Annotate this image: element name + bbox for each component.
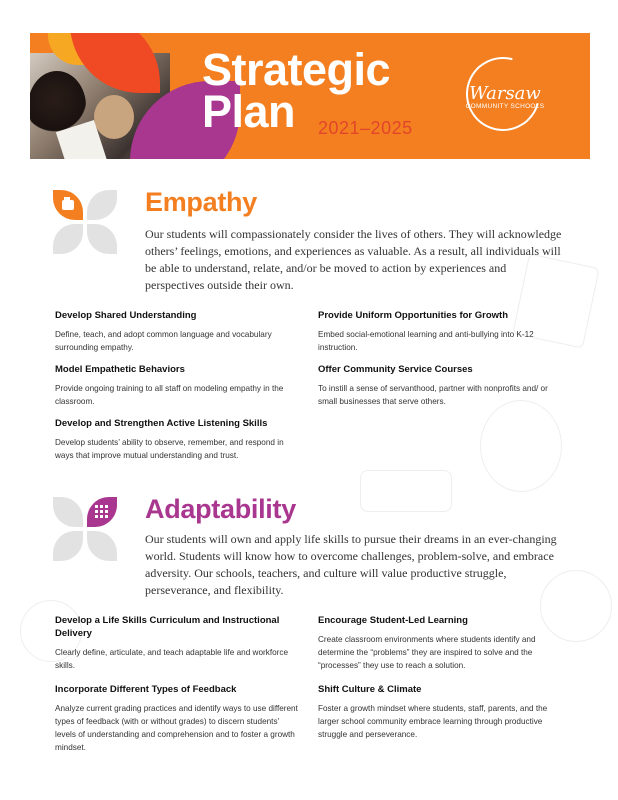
adaptability-item-life-skills — [55, 614, 300, 672]
grid-dots-icon — [87, 497, 117, 527]
adaptability-item-student-led — [318, 614, 563, 672]
item-title: Offer Community Service Courses — [318, 364, 473, 375]
item-title: Develop Shared Understanding — [55, 310, 197, 321]
empathy-item-shared-understanding — [55, 309, 300, 354]
plan-years: 2021–2025 — [318, 118, 413, 138]
adaptability-petal-tl — [53, 497, 83, 527]
empathy-icon-cluster — [53, 190, 119, 256]
item-title: Develop a Life Skills Curriculum and Instructional Delivery — [55, 615, 280, 639]
logo-name: Warsaw — [469, 83, 541, 104]
school-logo — [462, 85, 548, 110]
background-doodle-box — [360, 470, 452, 512]
hand-heart-icon — [53, 190, 83, 220]
item-title: Encourage Student-Led Learning — [318, 615, 468, 626]
empathy-title: Empathy — [145, 187, 257, 217]
empathy-item-uniform-opportunities — [318, 309, 563, 354]
empathy-item-community-service — [318, 363, 563, 408]
adaptability-title: Adaptability — [145, 494, 296, 524]
item-title: Provide Uniform Opportunities for Growth — [318, 310, 508, 321]
item-text: Embed social-emotional learning and anti-bullying into K-12 instruction. — [318, 330, 534, 352]
empathy-petal-bl — [53, 224, 83, 254]
adaptability-petal-br — [87, 531, 117, 561]
item-text: Analyze current grading practices and identify ways to use different types of feedback (with or without grades) to discern students’ levels of understanding and comprehension and to foster a growth mindset. — [55, 704, 298, 752]
item-title: Develop and Strengthen Active Listening Skills — [55, 418, 268, 429]
adaptability-petal-bl — [53, 531, 83, 561]
header-banner — [30, 33, 590, 159]
item-text: Develop students’ ability to observe, remember, and respond in ways that improve mutual understanding and trust. — [55, 438, 284, 460]
empathy-intro: Our students will compassionately consider the lives of others. They will acknowledge others’ feelings, emotions, and experiences as valuable. As a result, all individuals will be able to understand, relate, and/or be moved to action by experiences and perspectives outside their own. — [145, 227, 562, 292]
item-title: Model Empathetic Behaviors — [55, 364, 185, 375]
item-title: Shift Culture & Climate — [318, 684, 422, 695]
adaptability-intro: Our students will own and apply life skills to pursue their dreams in an ever-changing world. Students will know how to overcome challenges, problem-solve, and embrace adversity. Our schools, teachers, and culture will value productive struggle, perseverance, and flexibility. — [145, 532, 557, 597]
adaptability-item-culture-climate — [318, 683, 563, 741]
item-text: Provide ongoing training to all staff on modeling empathy in the classroom. — [55, 384, 284, 406]
title-line-2: Plan — [202, 86, 296, 137]
title-line-1: Strategic — [202, 44, 391, 95]
item-text: Clearly define, articulate, and teach adaptable life and workforce skills. — [55, 648, 289, 670]
item-text: Create classroom environments where students identify and determine the “problems” they are inspired to solve and the “processes” they use to reach a solution. — [318, 635, 536, 670]
item-title: Incorporate Different Types of Feedback — [55, 684, 237, 695]
photo-student-face — [94, 95, 134, 139]
empathy-item-model-behaviors — [55, 363, 300, 408]
empathy-item-active-listening — [55, 417, 300, 462]
empathy-petal-tr — [87, 190, 117, 220]
item-text: Foster a growth mindset where students, staff, parents, and the larger school community embrace learning through productive struggle and perseverance. — [318, 704, 548, 739]
item-text: Define, teach, and adopt common language and vocabulary surrounding empathy. — [55, 330, 272, 352]
item-text: To instill a sense of servanthood, partner with nonprofits and/ or small businesses that serve others. — [318, 384, 548, 406]
background-doodle-flask — [480, 400, 562, 492]
adaptability-item-feedback — [55, 683, 300, 754]
adaptability-icon-cluster — [53, 497, 119, 563]
empathy-petal-br — [87, 224, 117, 254]
logo-subtitle: COMMUNITY SCHOOLS — [465, 103, 545, 110]
